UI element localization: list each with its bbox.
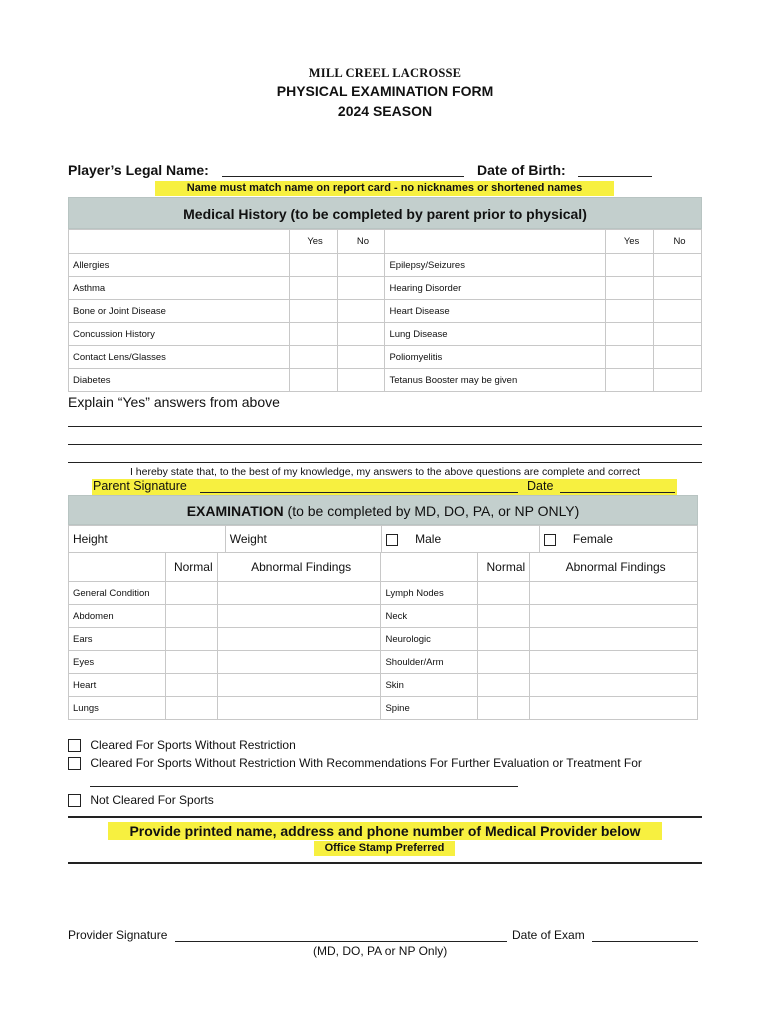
exam-abnormal-cell[interactable] (217, 697, 381, 720)
table-row (69, 582, 698, 605)
table-row (69, 369, 702, 392)
history-item: Tetanus Booster may be given (385, 369, 606, 392)
exam-abnormal-cell[interactable] (530, 582, 698, 605)
exam-abnormal-cell[interactable] (217, 628, 381, 651)
weight-label: Weight (229, 532, 267, 546)
exam-item: Shoulder/Arm (381, 651, 478, 674)
table-row (69, 277, 702, 300)
history-no-cell[interactable] (337, 277, 385, 300)
female-label: Female (572, 532, 613, 546)
history-item: Bone or Joint Disease (69, 300, 290, 323)
clearance-checkbox-3[interactable] (68, 794, 81, 807)
examination-title-rest: (to be completed by MD, DO, PA, or NP ONLY) (283, 503, 580, 519)
history-yes-cell[interactable] (606, 369, 654, 392)
history-no-header-2: No (654, 230, 702, 254)
clearance-option-2 (68, 756, 642, 770)
exam-item: Neck (381, 605, 478, 628)
history-header-blank-2 (385, 230, 606, 254)
history-item: Epilepsy/Seizures (385, 254, 606, 277)
exam-header-blank-2 (381, 553, 478, 582)
exam-item: Heart (69, 674, 166, 697)
exam-abnormal-cell[interactable] (217, 582, 381, 605)
exam-normal-cell[interactable] (165, 582, 217, 605)
parent-date-field[interactable] (560, 492, 675, 493)
exam-findings-table (68, 552, 698, 720)
exam-normal-cell[interactable] (165, 697, 217, 720)
name-note: Name must match name on report card - no nicknames or shortened names (155, 181, 614, 196)
clearance-checkbox-2[interactable] (68, 757, 81, 770)
exam-normal-cell[interactable] (478, 582, 530, 605)
clearance-label-2: Cleared For Sports Without Restriction With Recommendations For Further Evaluation or Treatment For (90, 756, 642, 770)
clearance-label-1: Cleared For Sports Without Restriction (90, 738, 296, 752)
parent-signature-label: Parent Signature (93, 479, 187, 493)
parent-statement: I hereby state that, to the best of my knowledge, my answers to the above questions are complete and correct (129, 466, 641, 478)
exam-item: Neurologic (381, 628, 478, 651)
table-row (69, 346, 702, 369)
vitals-table (68, 525, 698, 553)
medical-history-title: Medical History (to be completed by parent prior to physical) (68, 197, 702, 229)
history-no-cell[interactable] (654, 323, 702, 346)
exam-abnormal-cell[interactable] (217, 674, 381, 697)
history-yes-cell[interactable] (289, 346, 337, 369)
history-yes-cell[interactable] (606, 346, 654, 369)
history-item: Hearing Disorder (385, 277, 606, 300)
provider-top-rule (68, 816, 702, 818)
exam-date-field[interactable] (592, 941, 698, 942)
exam-normal-cell[interactable] (165, 628, 217, 651)
exam-abnormal-header-2: Abnormal Findings (530, 553, 698, 582)
history-item: Contact Lens/Glasses (69, 346, 290, 369)
history-yes-header-2: Yes (606, 230, 654, 254)
history-yes-cell[interactable] (289, 277, 337, 300)
exam-item: General Condition (69, 582, 166, 605)
history-yes-header: Yes (289, 230, 337, 254)
clearance-checkbox-1[interactable] (68, 739, 81, 752)
exam-abnormal-cell[interactable] (530, 651, 698, 674)
history-no-cell[interactable] (337, 300, 385, 323)
exam-normal-cell[interactable] (165, 674, 217, 697)
history-no-header: No (337, 230, 385, 254)
exam-normal-header: Normal (165, 553, 217, 582)
table-row (69, 697, 698, 720)
provider-signature-field[interactable] (175, 941, 507, 942)
history-no-cell[interactable] (654, 300, 702, 323)
history-no-cell[interactable] (337, 323, 385, 346)
history-item: Lung Disease (385, 323, 606, 346)
dob-label: Date of Birth: (477, 162, 566, 178)
provider-instruction: Provide printed name, address and phone number of Medical Provider below (108, 822, 662, 840)
weight-field[interactable] (225, 526, 382, 553)
provider-credentials: (MD, DO, PA or NP Only) (313, 944, 448, 958)
exam-date-label: Date of Exam (512, 928, 585, 942)
history-yes-cell[interactable] (289, 323, 337, 346)
explain-line-1[interactable] (68, 426, 702, 427)
male-checkbox[interactable] (386, 534, 398, 546)
male-cell (382, 526, 540, 553)
dob-field[interactable] (578, 176, 652, 177)
history-yes-cell[interactable] (606, 277, 654, 300)
history-yes-cell[interactable] (606, 300, 654, 323)
exam-normal-cell[interactable] (478, 628, 530, 651)
exam-item: Spine (381, 697, 478, 720)
org-name: MILL CREEL LACROSSE (308, 66, 462, 80)
form-season: 2024 SEASON (337, 103, 433, 119)
table-row (69, 628, 698, 651)
history-no-cell[interactable] (337, 346, 385, 369)
female-checkbox[interactable] (544, 534, 556, 546)
exam-normal-header-2: Normal (478, 553, 530, 582)
history-header-blank (69, 230, 290, 254)
exam-normal-cell[interactable] (478, 674, 530, 697)
exam-normal-cell[interactable] (165, 605, 217, 628)
history-item: Asthma (69, 277, 290, 300)
history-no-cell[interactable] (654, 254, 702, 277)
explain-label: Explain “Yes” answers from above (68, 394, 280, 410)
history-item: Heart Disease (385, 300, 606, 323)
history-no-cell[interactable] (654, 369, 702, 392)
exam-normal-cell[interactable] (165, 651, 217, 674)
examination-title (68, 495, 698, 525)
table-row (69, 674, 698, 697)
height-field[interactable] (69, 526, 226, 553)
recommendations-field[interactable] (90, 786, 518, 787)
clearance-option-3 (68, 793, 214, 807)
history-no-cell[interactable] (337, 254, 385, 277)
history-item: Allergies (69, 254, 290, 277)
clearance-option-1 (68, 738, 296, 752)
explain-line-2[interactable] (68, 444, 702, 445)
history-no-cell[interactable] (654, 277, 702, 300)
exam-item: Ears (69, 628, 166, 651)
table-row (69, 323, 702, 346)
exam-item: Abdomen (69, 605, 166, 628)
parent-signature-field[interactable] (200, 492, 518, 493)
table-row (69, 254, 702, 277)
table-row (69, 651, 698, 674)
history-no-cell[interactable] (654, 346, 702, 369)
history-yes-cell[interactable] (289, 254, 337, 277)
form-title: PHYSICAL EXAMINATION FORM (276, 83, 494, 99)
exam-abnormal-cell[interactable] (530, 674, 698, 697)
height-label: Height (73, 532, 108, 546)
player-name-label: Player’s Legal Name: (68, 162, 209, 178)
table-row (69, 605, 698, 628)
provider-signature-label: Provider Signature (68, 928, 168, 942)
female-cell (540, 526, 698, 553)
history-yes-cell[interactable] (289, 369, 337, 392)
parent-date-label: Date (527, 479, 554, 493)
clearance-label-3: Not Cleared For Sports (90, 793, 214, 807)
exam-normal-cell[interactable] (478, 651, 530, 674)
history-yes-cell[interactable] (289, 300, 337, 323)
exam-abnormal-cell[interactable] (530, 697, 698, 720)
exam-item: Eyes (69, 651, 166, 674)
provider-info-area[interactable] (68, 864, 702, 924)
stamp-note: Office Stamp Preferred (314, 841, 455, 856)
exam-abnormal-header: Abnormal Findings (217, 553, 381, 582)
exam-abnormal-cell[interactable] (217, 605, 381, 628)
player-name-field[interactable] (222, 176, 464, 177)
history-item: Poliomyelitis (385, 346, 606, 369)
history-yes-cell[interactable] (606, 254, 654, 277)
exam-abnormal-cell[interactable] (530, 628, 698, 651)
examination-title-bold: EXAMINATION (186, 503, 284, 519)
exam-abnormal-cell[interactable] (217, 651, 381, 674)
history-item: Concussion History (69, 323, 290, 346)
exam-item: Lymph Nodes (381, 582, 478, 605)
male-label: Male (415, 532, 442, 546)
history-no-cell[interactable] (337, 369, 385, 392)
exam-normal-cell[interactable] (478, 605, 530, 628)
exam-item: Lungs (69, 697, 166, 720)
medical-history-table (68, 229, 702, 392)
history-item: Diabetes (69, 369, 290, 392)
exam-abnormal-cell[interactable] (530, 605, 698, 628)
history-yes-cell[interactable] (606, 323, 654, 346)
exam-item: Skin (381, 674, 478, 697)
table-row (69, 300, 702, 323)
exam-header-blank (69, 553, 166, 582)
explain-line-3[interactable] (68, 462, 702, 463)
exam-normal-cell[interactable] (478, 697, 530, 720)
